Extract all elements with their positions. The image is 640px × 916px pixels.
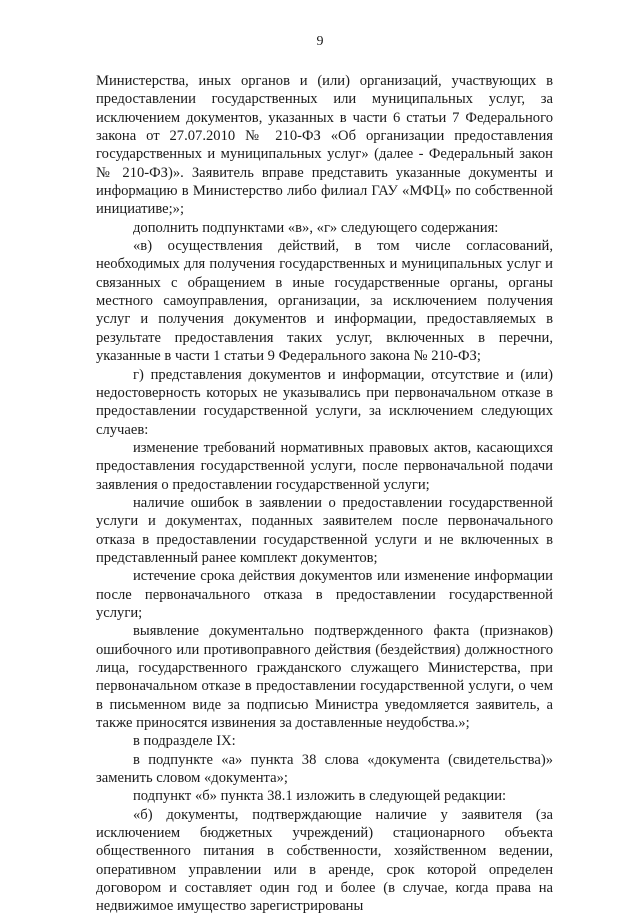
paragraph-point-38a: в подпункте «а» пункта 38 слова «документа (свидетельства)» заменить словом «документа»; — [96, 751, 553, 787]
paragraph-amendment-intro: дополнить подпунктами «в», «г» следующего содержания: — [133, 219, 499, 236]
paragraph-case-errors: наличие ошибок в заявлении о предоставлении государственной услуги и документах, поданных заявителем после первоначального отказа в предоставлении государственной услуги и не включенных в представленный ранее комплект документов; — [96, 494, 553, 566]
paragraph-point-38-1b-intro: подпункт «б» пункта 38.1 изложить в следующей редакции: — [133, 788, 507, 805]
paragraph-subsection-ix: в подразделе IX: — [133, 733, 236, 750]
paragraph-point-38-1b-text: «б) документы, подтверждающие наличие у заявителя (за исключением бюджетных учреждений) стационарного объекта общественного питания в собственности, хозяйственном ведении, оперативном управлении или в аренде, срок которой определен договором и составляет один год и более (в случае, когда права на недвижимое имущество зарегистрированы — [96, 806, 553, 915]
page-number: 9 — [316, 34, 324, 49]
paragraph-subclause-v: «в) осуществления действий, в том числе согласований, необходимых для получения государственных и муниципальных услуг и связанных с обращением в иные государственные органы, органы местного самоуправления, организации, за исключением получения услуг и получения документов и информации, предоставляемых в результате предоставления таких услуг, включенных в перечни, указанные в части 1 статьи 9 Федерального закона № 210-ФЗ; — [96, 238, 553, 365]
document-body — [96, 72, 553, 916]
paragraph-subclause-g: г) представления документов и информации, отсутствие и (или) недостоверность которых не указывались при первоначальном отказе в предоставлении государственной услуги, за исключением следующих случаев: — [96, 366, 553, 438]
paragraph-case-misconduct: выявление документально подтвержденного факта (признаков) ошибочного или противоправного действия (бездействия) должностного лица, государственного гражданского служащего Министерства, при первоначальном отказе в предоставлении государственной услуги, о чем в письменном виде за подписью Министра уведомляется заявитель, а также приносятся извинения за доставленные неудобства.»; — [96, 623, 553, 732]
paragraph-case-requirements-change: изменение требований нормативных правовых актов, касающихся предоставления государственной услуги, после первоначальной подачи заявления о предоставлении государственной услуги; — [96, 439, 553, 493]
paragraph-continuation: Министерства, иных органов и (или) организаций, участвующих в предоставлении государственных или муниципальных услуг, за исключением документов, указанных в части 6 статьи 7 Федерального закона от 27.07.2010 № 210-ФЗ «Об организации предоставления государственных и муниципальных услуг» (далее - Федеральный закон № 210-ФЗ)». Заявитель вправе представить указанные документы и информацию в Министерство либо филиал ГАУ «МФЦ» по собственной инициативе;»; — [96, 73, 553, 218]
paragraph-case-expiry: истечение срока действия документов или изменение информации после первоначального отказа в предоставлении государственной услуги; — [96, 568, 553, 621]
